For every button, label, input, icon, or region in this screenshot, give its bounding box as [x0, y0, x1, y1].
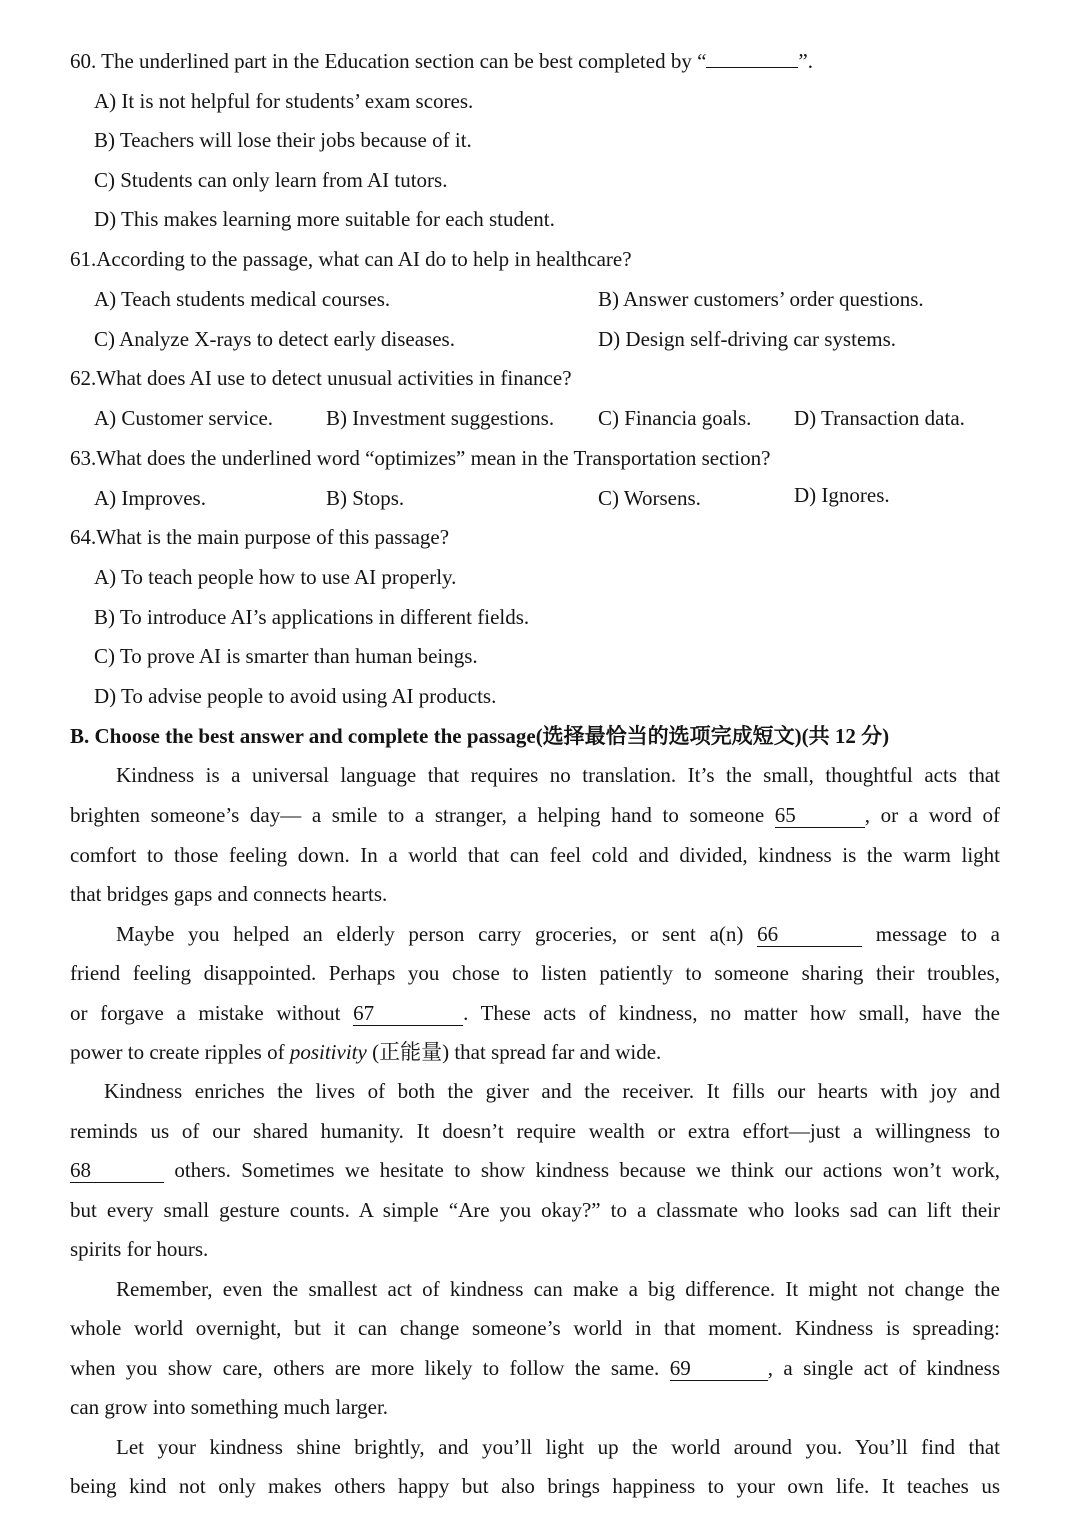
question-62-stem: 62.What does AI use to detect unusual activities in finance? — [70, 366, 572, 390]
q63-option-a: A) Improves. — [94, 486, 206, 510]
q60-option-c: C) Students can only learn from AI tutors. — [94, 168, 448, 192]
passage-p1-line4: that bridges gaps and connects hearts. — [70, 882, 388, 906]
passage-p2-line3 — [70, 994, 1000, 1034]
q62-option-d: D) Transaction data. — [794, 406, 965, 430]
passage-p1-line2 — [70, 796, 1000, 836]
blank-67[interactable]: 67 — [353, 1001, 463, 1026]
blank-68[interactable]: 68 — [70, 1158, 164, 1183]
passage-p3-line4: but every small gesture counts. A simple “Are you okay?” to a classmate who looks sad can lift their — [70, 1198, 1000, 1222]
passage-p4-line1: Remember, even the smallest act of kindness can make a big difference. It might not change the — [116, 1277, 1000, 1301]
q60-stem-text: 60. The underlined part in the Education section can be best completed by “ — [70, 49, 707, 73]
p2-line1-text-a: Maybe you helped an elderly person carry groceries, or sent a(n) — [116, 922, 744, 946]
q60-option-b: B) Teachers will lose their jobs because of it. — [94, 128, 472, 152]
q62-option-b: B) Investment suggestions. — [326, 406, 555, 430]
passage-p3-line5: spirits for hours. — [70, 1237, 209, 1261]
q63-option-d: D) Ignores. — [794, 483, 890, 507]
q62-option-c: C) Financia goals. — [598, 406, 752, 430]
q61-option-c: C) Analyze X-rays to detect early diseases. — [94, 327, 455, 351]
p1-line2-text-a: brighten someone’s day— a smile to a stranger, a helping hand to someone — [70, 803, 765, 827]
blank-69[interactable]: 69 — [670, 1356, 768, 1381]
q63-option-c: C) Worsens. — [598, 486, 701, 510]
passage-p2-line2: friend feeling disappointed. Perhaps you chose to listen patiently to someone sharing their troubles, — [70, 961, 1000, 985]
q60-option-d: D) This makes learning more suitable for each student. — [94, 207, 555, 231]
q64-option-b: B) To introduce AI’s applications in different fields. — [94, 605, 530, 629]
question-63-stem: 63.What does the underlined word “optimizes” mean in the Transportation section? — [70, 446, 771, 470]
q64-option-a: A) To teach people how to use AI properly. — [94, 565, 457, 589]
p2-line3-text-b: . These acts of kindness, no matter how small, have the — [463, 1001, 1000, 1025]
passage-p3-line2: reminds us of our shared humanity. It doesn’t require wealth or extra effort—just a willingness to — [70, 1119, 1000, 1143]
passage-p4-line2: whole world overnight, but it can change someone’s world in that moment. Kindness is spreading: — [70, 1316, 1000, 1340]
p2-line4-text-a: power to create ripples of — [70, 1040, 290, 1064]
passage-p3-line1: Kindness enriches the lives of both the giver and the receiver. It fills our hearts with joy and — [104, 1079, 1000, 1103]
section-b-heading: B. Choose the best answer and complete the passage(选择最恰当的选项完成短文)(共 12 分) — [70, 724, 890, 748]
passage-p2-line1 — [116, 915, 1000, 955]
positivity-word: positivity — [289, 1040, 367, 1064]
question-60-stem — [70, 42, 813, 82]
q61-option-d: D) Design self-driving car systems. — [598, 327, 897, 351]
q61-option-b: B) Answer customers’ order questions. — [598, 287, 924, 311]
p4-line3-text-a: when you show care, others are more likely to follow the same. — [70, 1356, 660, 1380]
q62-option-a: A) Customer service. — [94, 406, 274, 430]
q60-option-a: A) It is not helpful for students’ exam scores. — [94, 89, 474, 113]
q60-blank — [706, 67, 798, 68]
question-64-stem: 64.What is the main purpose of this passage? — [70, 525, 450, 549]
passage-p1-line3: comfort to those feeling down. In a world that can feel cold and divided, kindness is the warm light — [70, 843, 1000, 867]
question-61-stem: 61.According to the passage, what can AI do to help in healthcare? — [70, 247, 632, 271]
p4-line3-text-b: , a single act of kindness — [767, 1356, 1000, 1380]
q61-option-a: A) Teach students medical courses. — [94, 287, 391, 311]
passage-p4-line4: can grow into something much larger. — [70, 1395, 389, 1419]
blank-65[interactable]: 65 — [775, 803, 865, 828]
p2-line4-text-b: (正能量) that spread far and wide. — [366, 1040, 662, 1064]
q60-stem-end: ”. — [798, 49, 813, 73]
passage-p5-line2: being kind not only makes others happy but also brings happiness to your own life. It teaches us — [70, 1474, 1000, 1498]
passage-p4-line3 — [70, 1349, 1000, 1389]
passage-p5-line1: Let your kindness shine brightly, and you’ll light up the world around you. You’ll find that — [116, 1435, 1000, 1459]
q63-option-b: B) Stops. — [326, 486, 405, 510]
passage-p3-line3 — [70, 1151, 1000, 1191]
passage-p2-line4 — [70, 1033, 1000, 1073]
passage-p1-line1: Kindness is a universal language that requires no translation. It’s the small, thoughtful acts that — [116, 763, 1000, 787]
p2-line1-text-b: message to a — [875, 922, 1000, 946]
q64-option-d: D) To advise people to avoid using AI products. — [94, 684, 497, 708]
p2-line3-text-a: or forgave a mistake without — [70, 1001, 341, 1025]
p1-line2-text-b: , or a word of — [864, 803, 1001, 827]
q64-option-c: C) To prove AI is smarter than human beings. — [94, 644, 478, 668]
blank-66[interactable]: 66 — [757, 922, 862, 947]
p3-line3-text-b: others. Sometimes we hesitate to show kindness because we think our actions won’t work, — [174, 1158, 1001, 1182]
